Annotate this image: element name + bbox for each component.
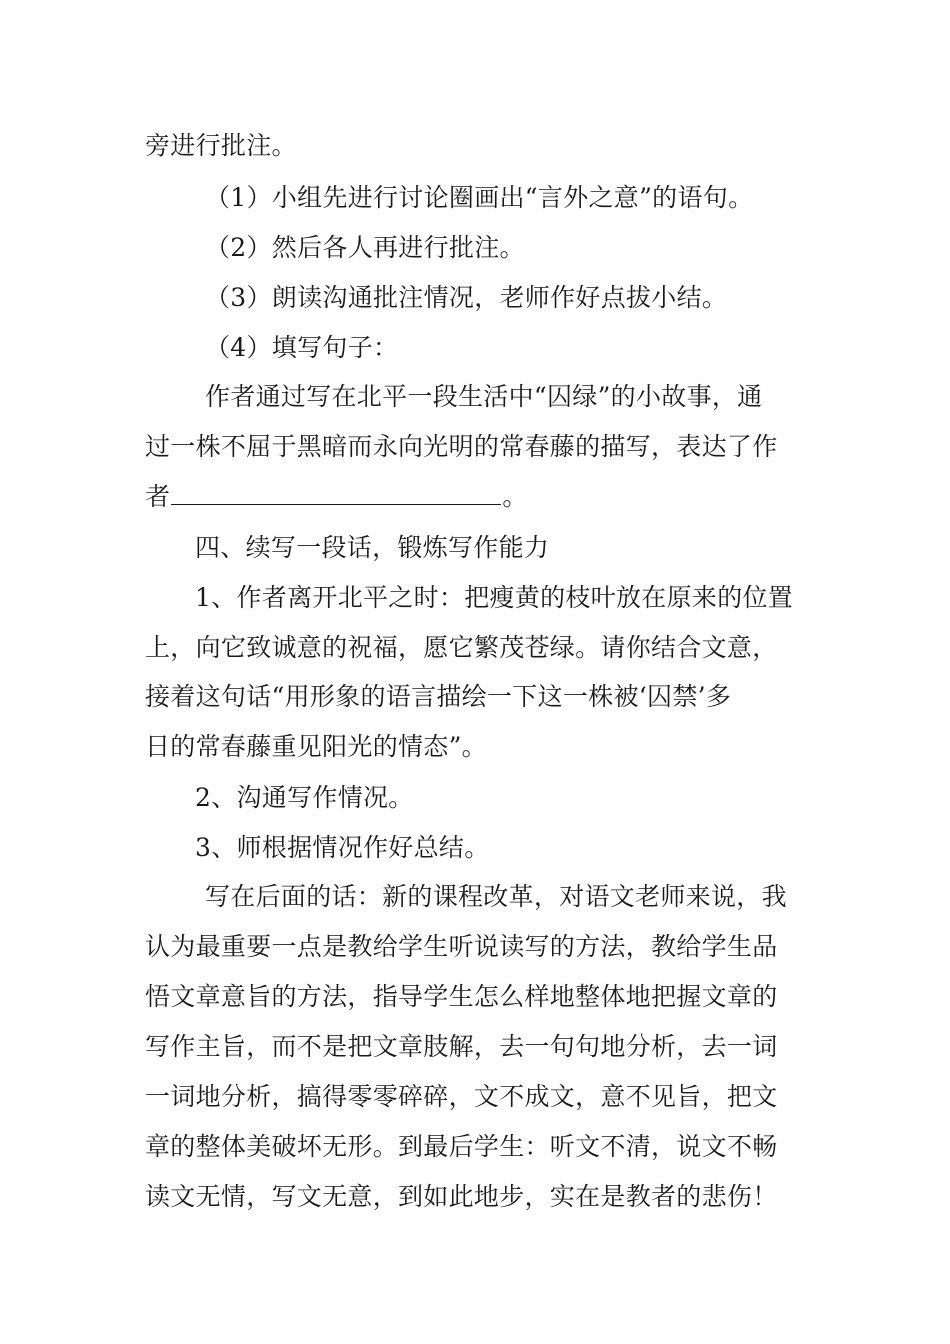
afterword-line-5: 一词地分析，搞得零零碎碎，文不成文，意不见旨，把文 bbox=[145, 1082, 778, 1111]
fill-sentence-line-2: 过一株不屈于黑暗而永向光明的常春藤的描写，表达了作 bbox=[145, 432, 778, 461]
fill-sentence-line-1: 作者通过写在北平一段生活中“囚绿”的小故事，通 bbox=[205, 382, 763, 411]
afterword-line-1: 写在后面的话：新的课程改革，对语文老师来说，我 bbox=[205, 882, 787, 911]
afterword-line-4: 写作主旨，而不是把文章肢解，去一句句地分析，去一词 bbox=[145, 1032, 778, 1061]
fill-sentence-prefix: 者 bbox=[145, 482, 171, 511]
afterword-line-3: 悟文章意旨的方法，指导学生怎么样地整体地把握文章的 bbox=[145, 982, 778, 1011]
section-heading-4: 四、续写一段话，锻炼写作能力 bbox=[195, 533, 550, 562]
fill-sentence-suffix: 。 bbox=[502, 482, 528, 511]
step-4-line: （4）填写句子： bbox=[205, 333, 399, 362]
answer-blank-underline bbox=[171, 482, 501, 505]
task-2-line: 2、沟通写作情况。 bbox=[195, 783, 414, 812]
fill-sentence-line-3 bbox=[145, 480, 528, 514]
step-3-line: （3）朗读沟通批注情况，老师作好点拔小结。 bbox=[205, 283, 728, 312]
afterword-line-2: 认为最重要一点是教给学生听说读写的方法，教给学生品 bbox=[145, 932, 778, 961]
step-2-line: （2）然后各人再进行批注。 bbox=[205, 233, 525, 262]
afterword-line-6: 章的整体美破坏无形。到最后学生：听文不清，说文不畅 bbox=[145, 1132, 778, 1161]
task-1-line-1: 1、作者离开北平之时：把瘦黄的枝叶放在原来的位置 bbox=[195, 583, 794, 612]
task-1-line-2: 上，向它致诚意的祝福，愿它繁茂苍绿。请你结合文意， bbox=[145, 633, 778, 662]
task-1-line-3: 接着这句话“用形象的语言描绘一下这一株被‘囚禁’多 bbox=[145, 682, 732, 711]
afterword-line-7: 读文无情，写文无意，到如此地步，实在是教者的悲伤！ bbox=[145, 1182, 778, 1211]
text-line-1: 旁进行批注。 bbox=[145, 131, 297, 160]
task-1-line-4: 日的常春藤重见阳光的情态”。 bbox=[145, 732, 487, 761]
step-1-line: （1）小组先进行讨论圈画出“言外之意”的语句。 bbox=[205, 183, 754, 212]
task-3-line: 3、师根据情况作好总结。 bbox=[195, 833, 490, 862]
